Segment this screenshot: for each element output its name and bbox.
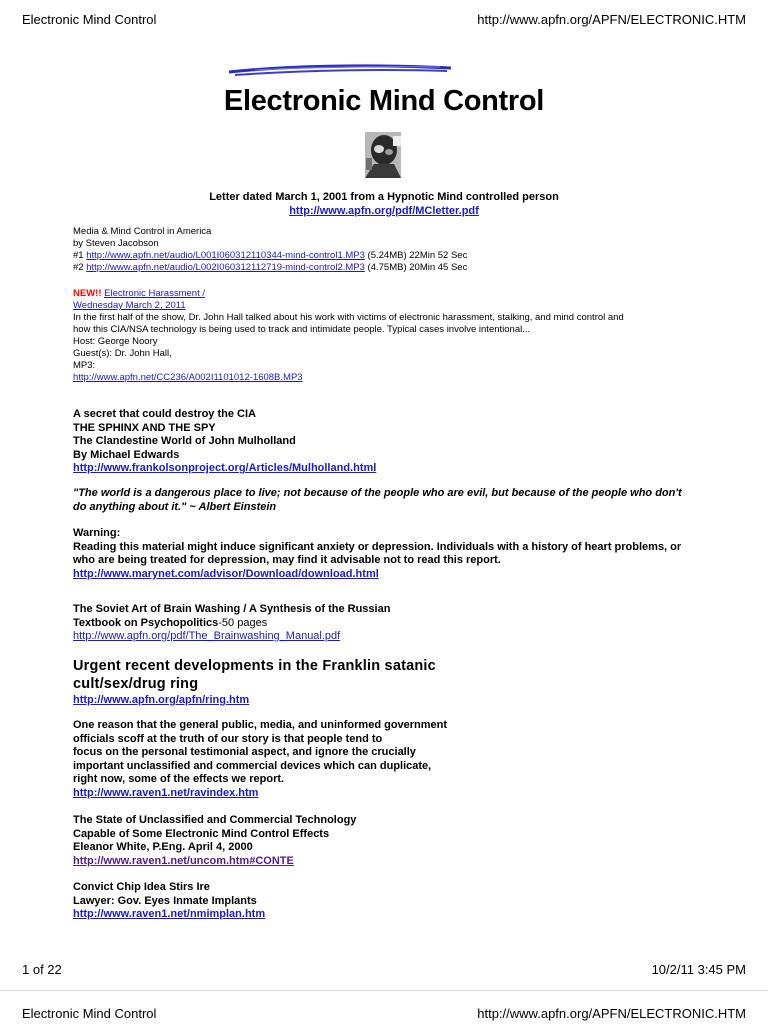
soviet-line-1: The Soviet Art of Brain Washing / A Synthesis of the Russian	[73, 603, 391, 615]
chip-line-1: Convict Chip Idea Stirs Ire	[73, 881, 210, 893]
harassment-mp3-label: MP3:	[73, 360, 96, 371]
state-line-1: The State of Unclassified and Commercial Technology	[73, 814, 357, 826]
soviet-pages: -50 pages	[218, 616, 268, 629]
franklin-link[interactable]: http://www.apfn.org/apfn/ring.htm	[73, 694, 250, 706]
print-header-url: http://www.apfn.org/APFN/ELECTRONIC.HTM	[477, 12, 746, 27]
harassment-guests: Guest(s): Dr. John Hall,	[73, 348, 172, 359]
reason-line-5: right now, some of the effects we report.	[73, 773, 285, 786]
chip-line-2: Lawyer: Gov. Eyes Inmate Implants	[73, 894, 257, 907]
reason-line-3: focus on the personal testimonial aspect, and ignore the crucially	[73, 746, 416, 759]
warning-label: Warning:	[73, 527, 121, 539]
print-datetime: 10/2/11 3:45 PM	[651, 962, 746, 977]
state-link[interactable]: http://www.raven1.net/uncom.htm#CONTE	[73, 854, 294, 867]
warning-line-1: Reading this material might induce significant anxiety or depression. Individuals with a history of heart problems, or	[73, 540, 682, 553]
page-number: 1 of 22	[22, 962, 62, 977]
reason-link[interactable]: http://www.raven1.net/ravindex.htm	[73, 786, 259, 799]
banner-swoosh	[225, 60, 455, 82]
reason-line-4: important unclassified and commercial devices which can duplicate,	[73, 759, 432, 772]
quote-line-2: do anything about it." ~ Albert Einstein	[73, 500, 277, 513]
quote-line-1: "The world is a dangerous place to live; not because of the people who are evil, but because of the people who don't	[73, 487, 682, 499]
media-title: Media & Mind Control in America	[73, 226, 212, 237]
print-header-title: Electronic Mind Control	[22, 12, 157, 27]
cia-line-4: By Michael Edwards	[73, 448, 180, 461]
soviet-line-2: Textbook on Psychopolitics	[73, 616, 219, 629]
page-break	[0, 990, 768, 991]
media-item-1-link[interactable]: http://www.apfn.net/audio/L001I060312110344-mind-control1.MP3	[86, 250, 365, 261]
harassment-host: Host: George Noory	[73, 336, 158, 347]
cia-line-2: THE SPHINX AND THE SPY	[73, 421, 216, 434]
media-item-2-info: (4.75MB) 20Min 45 Sec	[367, 262, 468, 273]
warning-line-2: who are being treated for depression, may find it advisable not to read this report.	[73, 554, 501, 567]
harassment-link[interactable]: Electronic Harassment /	[104, 288, 205, 299]
cia-line-1: A secret that could destroy the CIA	[73, 408, 256, 420]
harassment-desc-2: how this CIA/NSA technology is being used to track and intimidate people. Typical cases involve intentional...	[73, 324, 531, 335]
state-line-2: Capable of Some Electronic Mind Control Effects	[73, 827, 330, 840]
harassment-mp3-link[interactable]: http://www.apfn.net/CC236/A002I1101012-1608B.MP3	[73, 372, 303, 383]
media-item-1-info: (5.24MB) 22Min 52 Sec	[367, 250, 468, 261]
media-item-2-link[interactable]: http://www.apfn.net/audio/L002I060312112719-mind-control2.MP3	[86, 262, 365, 273]
chip-link[interactable]: http://www.raven1.net/nmimplan.htm	[73, 908, 266, 921]
next-page-header-title: Electronic Mind Control	[22, 1006, 157, 1021]
franklin-line-2: cult/sex/drug ring	[73, 676, 199, 692]
letter-text: Letter dated March 1, 2001 from a Hypnotic Mind controlled person	[209, 191, 559, 203]
cia-line-3: The Clandestine World of John Mulholland	[73, 435, 296, 448]
media-item-2	[73, 262, 467, 274]
franklin-line-1: Urgent recent developments in the Franklin satanic	[73, 658, 436, 674]
reason-line-2: officials scoff at the truth of our story is that people tend to	[73, 732, 383, 745]
media-item-2-prefix: #2	[73, 262, 84, 273]
letter-link[interactable]: http://www.apfn.org/pdf/MCletter.pdf	[289, 205, 479, 217]
next-page-header-url: http://www.apfn.org/APFN/ELECTRONIC.HTM	[477, 1006, 746, 1021]
harassment-desc-1: In the first half of the show, Dr. John Hall talked about his work with victims of electronic harassment, stalking, and mind control and	[73, 312, 624, 323]
new-badge: NEW!!	[73, 288, 102, 299]
page-title: Electronic Mind Control	[223, 85, 545, 117]
media-item-1	[73, 250, 467, 262]
soviet-link[interactable]: http://www.apfn.org/pdf/The_Brainwashing_Manual.pdf	[73, 630, 341, 643]
media-author: by Steven Jacobson	[73, 238, 159, 249]
cia-link[interactable]: http://www.frankolsonproject.org/Articles/Mulholland.html	[73, 462, 377, 475]
harassment-date-link[interactable]: Wednesday March 2, 2011	[73, 300, 186, 311]
media-item-1-prefix: #1	[73, 250, 84, 261]
warning-link[interactable]: http://www.marynet.com/advisor/Download/download.html	[73, 567, 379, 580]
mind-control-photo	[360, 128, 406, 180]
state-line-3: Eleanor White, P.Eng. April 4, 2000	[73, 841, 253, 854]
reason-line-1: One reason that the general public, media, and uninformed government	[73, 719, 448, 731]
